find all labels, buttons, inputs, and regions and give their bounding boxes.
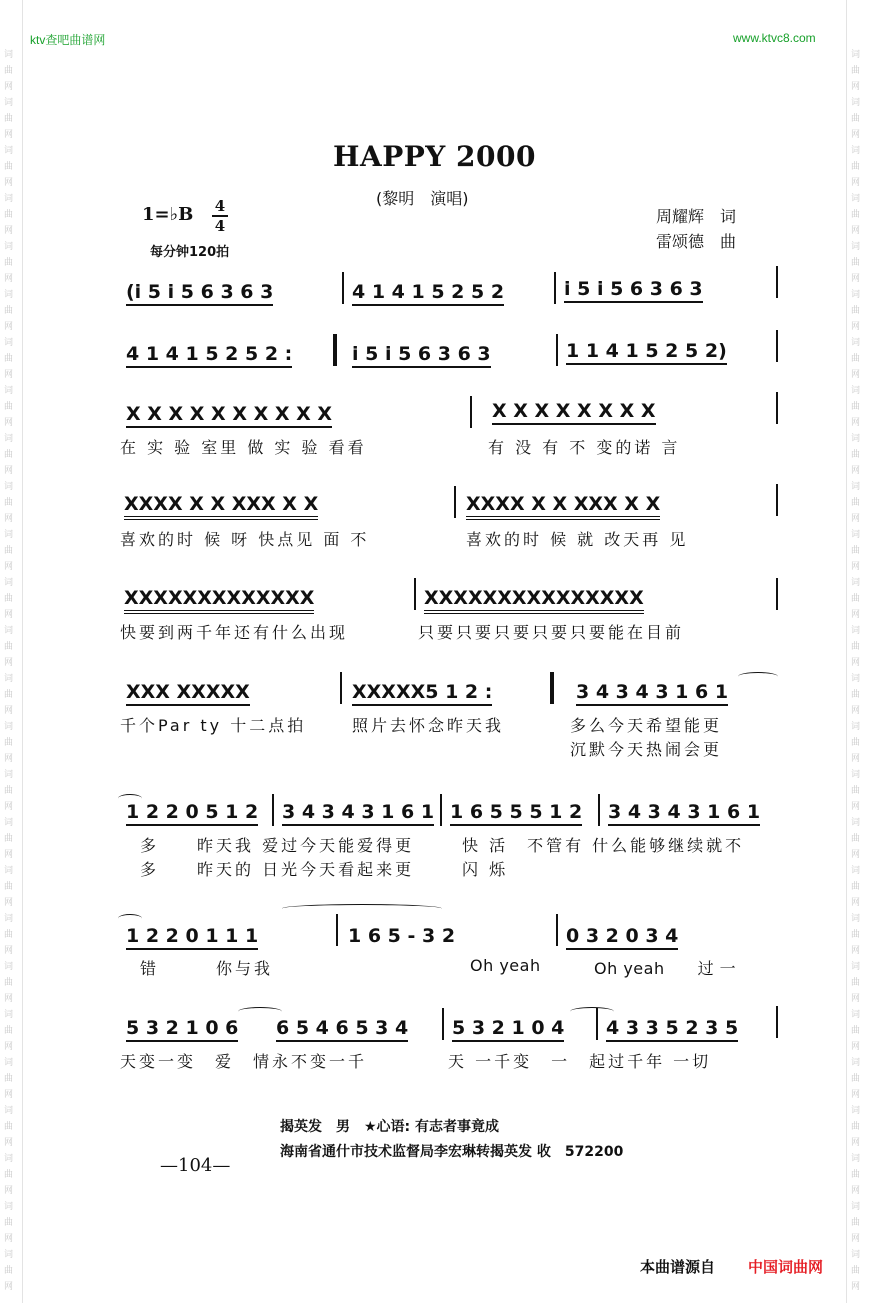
watermark-char: 曲 <box>851 1170 861 1180</box>
watermark-char: 曲 <box>4 450 14 460</box>
watermark-char: 网 <box>851 994 861 1004</box>
lyrics-row8-a: 错 你与我 <box>140 959 274 978</box>
tempo-marking: 每分钟120拍 <box>150 245 230 260</box>
score-row8-m3: 0 3 2 0 3 4 <box>566 925 678 947</box>
slur <box>118 914 142 923</box>
song-subtitle: (黎明 演唱) <box>376 189 469 208</box>
watermark-char: 词 <box>4 1058 14 1068</box>
watermark-char: 词 <box>4 434 14 444</box>
watermark-char: 曲 <box>4 1266 14 1276</box>
slur <box>238 1007 282 1016</box>
lyrics-row6-b: 照片去怀念昨天我 <box>352 716 505 735</box>
watermark-char: 词 <box>851 1154 861 1164</box>
watermark-char: 曲 <box>4 306 14 316</box>
watermark-char: 曲 <box>4 498 14 508</box>
watermark-char: 网 <box>4 1138 14 1148</box>
watermark-char: 词 <box>4 290 14 300</box>
watermark-char: 词 <box>851 770 861 780</box>
barline <box>776 1006 778 1038</box>
watermark-char: 曲 <box>851 162 861 172</box>
watermark-char: 网 <box>4 946 14 956</box>
song-title: HAPPY 2000 <box>333 140 536 173</box>
watermark-char: 网 <box>4 178 14 188</box>
score-row6-m1: XXX XXXXX <box>126 681 250 703</box>
score-row1-m1: (i 5 i 5 6 3 6 3 <box>126 281 273 303</box>
score-row1-m2: 4 1 4 1 5 2 5 2 <box>352 281 504 303</box>
watermark-char: 网 <box>4 226 14 236</box>
watermark-char: 词 <box>851 1250 861 1260</box>
slur <box>570 1007 614 1016</box>
watermark-char: 词 <box>851 1202 861 1212</box>
watermark-char: 词 <box>4 338 14 348</box>
score-row4-m2: XXXX X X XXX X X <box>466 493 660 515</box>
watermark-char: 网 <box>851 754 861 764</box>
barline <box>596 1008 598 1040</box>
score-row4-m1: XXXX X X XXX X X <box>124 493 318 515</box>
watermark-char: 网 <box>4 418 14 428</box>
score-row2-m1: 4 1 4 1 5 2 5 2 : <box>126 343 292 365</box>
watermark-char: 曲 <box>851 354 861 364</box>
slur <box>282 904 442 913</box>
score-row2-m2: i 5 i 5 6 3 6 3 <box>352 343 491 365</box>
watermark-char: 词 <box>4 626 14 636</box>
watermark-char: 曲 <box>4 930 14 940</box>
watermark-char: 词 <box>4 962 14 972</box>
watermark-char: 词 <box>4 386 14 396</box>
watermark-char: 曲 <box>851 114 861 124</box>
lyrics-row8-c: Oh yeah 过 一 <box>594 959 737 978</box>
lyrics-row6-c: 多么今天希望能更 <box>570 716 723 735</box>
watermark-char: 网 <box>4 82 14 92</box>
watermark-char: 曲 <box>851 690 861 700</box>
watermark-char: 网 <box>4 322 14 332</box>
watermark-char: 曲 <box>4 786 14 796</box>
watermark-char: 曲 <box>851 1026 861 1036</box>
watermark-char: 曲 <box>4 258 14 268</box>
watermark-char: 词 <box>851 626 861 636</box>
contributor-info: 揭英发 男 ★心语: 有志者事竟成 <box>280 1119 500 1135</box>
score-row8-m1: 1 2 2 0 1 1 1 <box>126 925 258 947</box>
score-row3-m2: X X X X X X X X <box>492 400 656 422</box>
lyrics-row7-d: 闪 烁 <box>462 860 509 879</box>
watermark-char: 网 <box>4 754 14 764</box>
watermark-char: 词 <box>4 98 14 108</box>
watermark-char: 曲 <box>851 66 861 76</box>
time-signature-top: 4 <box>214 197 226 215</box>
lyrics-row6-d: 沉默今天热闹会更 <box>570 740 723 759</box>
barline <box>776 266 778 298</box>
watermark-char: 网 <box>4 370 14 380</box>
watermark-char: 网 <box>851 82 861 92</box>
watermark-char: 网 <box>4 274 14 284</box>
barline <box>470 396 472 428</box>
watermark-char: 曲 <box>4 66 14 76</box>
watermark-char: 曲 <box>4 162 14 172</box>
watermark-char: 词 <box>851 1058 861 1068</box>
lyrics-row5-b: 只要只要只要只要只要能在目前 <box>418 623 685 642</box>
watermark-char: 网 <box>851 658 861 668</box>
watermark-char: 词 <box>4 530 14 540</box>
barline <box>342 272 344 304</box>
watermark-char: 网 <box>851 706 861 716</box>
watermark-char: 曲 <box>4 690 14 700</box>
watermark-char: 词 <box>851 146 861 156</box>
composer-credit: 雷颂德 曲 <box>656 232 737 251</box>
watermark-char: 词 <box>851 530 861 540</box>
score-row5-m2: XXXXXXXXXXXXXXX <box>424 587 644 609</box>
watermark-char: 曲 <box>851 450 861 460</box>
watermark-char: 词 <box>851 866 861 876</box>
watermark-char: 曲 <box>851 882 861 892</box>
watermark-char: 网 <box>4 130 14 140</box>
watermark-char: 网 <box>851 370 861 380</box>
watermark-char: 网 <box>851 130 861 140</box>
watermark-char: 曲 <box>4 978 14 988</box>
watermark-char: 网 <box>851 514 861 524</box>
watermark-char: 词 <box>4 1154 14 1164</box>
watermark-char: 曲 <box>851 402 861 412</box>
watermark-char: 词 <box>851 818 861 828</box>
watermark-char: 曲 <box>4 834 14 844</box>
barline <box>776 484 778 516</box>
watermark-char: 网 <box>851 226 861 236</box>
watermark-char: 词 <box>851 1106 861 1116</box>
barline <box>554 272 556 304</box>
barline <box>340 672 342 704</box>
repeat-barline <box>550 672 554 704</box>
watermark-char: 网 <box>4 1042 14 1052</box>
watermark-char: 词 <box>4 818 14 828</box>
watermark-char: 曲 <box>4 402 14 412</box>
watermark-char: 网 <box>851 466 861 476</box>
watermark-char: 词 <box>851 386 861 396</box>
watermark-char: 词 <box>4 674 14 684</box>
watermark-char: 曲 <box>851 1122 861 1132</box>
watermark-char: 曲 <box>851 546 861 556</box>
watermark-char: 曲 <box>851 594 861 604</box>
right-margin-strip <box>846 0 869 1303</box>
watermark-char: 网 <box>4 562 14 572</box>
score-row5-m1: XXXXXXXXXXXXX <box>124 587 314 609</box>
watermark-char: 词 <box>4 50 14 60</box>
watermark-char: 曲 <box>851 834 861 844</box>
barline <box>454 486 456 518</box>
watermark-char: 曲 <box>851 258 861 268</box>
watermark-char: 曲 <box>4 1170 14 1180</box>
watermark-char: 网 <box>851 946 861 956</box>
watermark-char: 网 <box>4 898 14 908</box>
watermark-char: 词 <box>4 866 14 876</box>
page-number: —104— <box>160 1155 231 1176</box>
barline <box>442 1008 444 1040</box>
score-row9-m2: 6 5 4 6 5 3 4 <box>276 1017 408 1039</box>
score-row8-m2: 1 6 5 - 3 2 <box>348 925 456 947</box>
watermark-char: 词 <box>851 578 861 588</box>
watermark-char: 网 <box>851 610 861 620</box>
watermark-char: 曲 <box>4 210 14 220</box>
lyrics-row4-a: 喜欢的时 候 呀 快点见 面 不 <box>120 530 370 549</box>
watermark-char: 词 <box>851 482 861 492</box>
source-label: 本曲谱源自 <box>640 1258 716 1276</box>
time-signature <box>212 198 228 234</box>
watermark-char: 曲 <box>851 306 861 316</box>
watermark-char: 网 <box>851 562 861 572</box>
barline <box>776 578 778 610</box>
lyrics-row3-b: 有 没 有 不 变的诺 言 <box>488 438 681 457</box>
slur <box>738 672 778 681</box>
watermark-char: 曲 <box>4 1026 14 1036</box>
watermark-char: 网 <box>4 1090 14 1100</box>
score-row7-m4: 3 4 3 4 3 1 6 1 <box>608 801 760 823</box>
watermark-char: 曲 <box>4 546 14 556</box>
score-row3-m1: X X X X X X X X X X <box>126 403 332 425</box>
watermark-char: 词 <box>4 1250 14 1260</box>
watermark-char: 词 <box>851 50 861 60</box>
lyrics-row6-a: 千个Par ty 十二点拍 <box>120 716 307 735</box>
watermark-char: 曲 <box>851 978 861 988</box>
score-row6-m3: 3 4 3 4 3 1 6 1 <box>576 681 728 703</box>
watermark-char: 网 <box>851 1282 861 1292</box>
watermark-char: 曲 <box>4 738 14 748</box>
watermark-char: 网 <box>4 466 14 476</box>
barline <box>272 794 274 826</box>
lyrics-row3-a: 在 实 验 室里 做 实 验 看看 <box>120 438 367 457</box>
lyrics-row8-b: Oh yeah <box>470 956 541 975</box>
watermark-char: 词 <box>4 482 14 492</box>
watermark-char: 曲 <box>4 1122 14 1132</box>
barline <box>598 794 600 826</box>
watermark-char: 曲 <box>4 594 14 604</box>
watermark-char: 曲 <box>851 642 861 652</box>
watermark-char: 词 <box>851 914 861 924</box>
watermark-char: 曲 <box>851 210 861 220</box>
barline <box>556 914 558 946</box>
watermark-char: 网 <box>851 1234 861 1244</box>
watermark-char: 网 <box>851 274 861 284</box>
lyrics-row5-a: 快要到两千年还有什么出现 <box>120 623 349 642</box>
barline <box>414 578 416 610</box>
watermark-char: 网 <box>851 178 861 188</box>
watermark-char: 词 <box>851 434 861 444</box>
watermark-char: 曲 <box>851 498 861 508</box>
watermark-char: 网 <box>851 898 861 908</box>
watermark-char: 词 <box>4 914 14 924</box>
watermark-char: 曲 <box>851 1074 861 1084</box>
watermark-char: 网 <box>4 850 14 860</box>
barline <box>336 914 338 946</box>
contributor-address: 海南省通什市技术监督局李宏琳转揭英发 收 572200 <box>280 1144 624 1160</box>
watermark-char: 词 <box>4 1106 14 1116</box>
watermark-char: 网 <box>4 514 14 524</box>
score-row9-m3: 5 3 2 1 0 4 <box>452 1017 564 1039</box>
score-row7-m2: 3 4 3 4 3 1 6 1 <box>282 801 434 823</box>
watermark-char: 词 <box>851 338 861 348</box>
watermark-char: 网 <box>4 610 14 620</box>
watermark-char: 曲 <box>4 642 14 652</box>
lyricist-credit: 周耀辉 词 <box>656 207 737 226</box>
watermark-char: 网 <box>4 1186 14 1196</box>
barline <box>556 334 558 366</box>
watermark-char: 曲 <box>851 1266 861 1276</box>
watermark-char: 词 <box>851 194 861 204</box>
watermark-char: 词 <box>4 770 14 780</box>
watermark-char: 词 <box>851 1010 861 1020</box>
watermark-char: 词 <box>4 1202 14 1212</box>
watermark-char: 曲 <box>851 1218 861 1228</box>
watermark-char: 网 <box>4 802 14 812</box>
score-row2-m3: 1 1 4 1 5 2 5 2) <box>566 340 727 362</box>
watermark-char: 词 <box>4 1010 14 1020</box>
watermark-char: 曲 <box>4 882 14 892</box>
barline <box>776 330 778 362</box>
score-row7-m1: 1 2 2 0 5 1 2 <box>126 801 258 823</box>
watermark-char: 网 <box>851 802 861 812</box>
lyrics-row9-a: 天变一变 爱 情永不变一千 <box>120 1052 368 1071</box>
watermark-char: 网 <box>4 1282 14 1292</box>
watermark-char: 网 <box>851 850 861 860</box>
watermark-char: 词 <box>4 194 14 204</box>
barline <box>440 794 442 826</box>
lyrics-row7-a: 多 昨天我 爱过今天能爱得更 <box>140 836 415 855</box>
time-signature-bottom: 4 <box>214 217 226 235</box>
watermark-char: 词 <box>4 146 14 156</box>
watermark-char: 网 <box>4 994 14 1004</box>
repeat-barline <box>333 334 337 366</box>
key-signature: 1=♭B <box>142 204 194 225</box>
watermark-char: 网 <box>851 1186 861 1196</box>
watermark-char: 网 <box>4 658 14 668</box>
watermark-char: 词 <box>851 674 861 684</box>
score-row9-m1: 5 3 2 1 0 6 <box>126 1017 238 1039</box>
lyrics-row9-b: 天 一千变 一 起过千年 一切 <box>448 1052 712 1071</box>
watermark-char: 词 <box>4 722 14 732</box>
watermark-char: 词 <box>851 98 861 108</box>
score-row7-m3: 1 6 5 5 5 1 2 <box>450 801 582 823</box>
site-header-left[interactable]: ktv查吧曲谱网 <box>30 33 106 47</box>
watermark-char: 曲 <box>4 114 14 124</box>
barline <box>776 392 778 424</box>
watermark-char: 网 <box>851 1042 861 1052</box>
watermark-char: 网 <box>851 1138 861 1148</box>
watermark-char: 曲 <box>851 930 861 940</box>
site-header-right[interactable]: www.ktvc8.com <box>733 31 816 45</box>
watermark-char: 词 <box>851 962 861 972</box>
watermark-char: 词 <box>851 242 861 252</box>
watermark-char: 曲 <box>4 1218 14 1228</box>
watermark-char: 词 <box>851 290 861 300</box>
watermark-char: 曲 <box>851 738 861 748</box>
watermark-char: 词 <box>4 242 14 252</box>
score-row9-m4: 4 3 3 5 2 3 5 <box>606 1017 738 1039</box>
watermark-char: 网 <box>851 418 861 428</box>
watermark-char: 词 <box>851 722 861 732</box>
watermark-char: 曲 <box>4 354 14 364</box>
watermark-char: 曲 <box>4 1074 14 1084</box>
watermark-char: 曲 <box>851 786 861 796</box>
watermark-char: 网 <box>4 1234 14 1244</box>
source-site-link[interactable]: 中国词曲网 <box>748 1258 824 1276</box>
lyrics-row4-b: 喜欢的时 候 就 改天再 见 <box>466 530 689 549</box>
watermark-char: 网 <box>4 706 14 716</box>
lyrics-row7-b: 快 活 不管有 什么能够继续就不 <box>462 836 745 855</box>
watermark-char: 网 <box>851 1090 861 1100</box>
left-margin-strip <box>0 0 23 1303</box>
watermark-char: 网 <box>851 322 861 332</box>
score-row1-m3: i 5 i 5 6 3 6 3 <box>564 278 703 300</box>
score-row6-m2: XXXXX5 1 2 : <box>352 681 492 703</box>
watermark-char: 词 <box>4 578 14 588</box>
lyrics-row7-c: 多 昨天的 日光今天看起来更 <box>140 860 415 879</box>
